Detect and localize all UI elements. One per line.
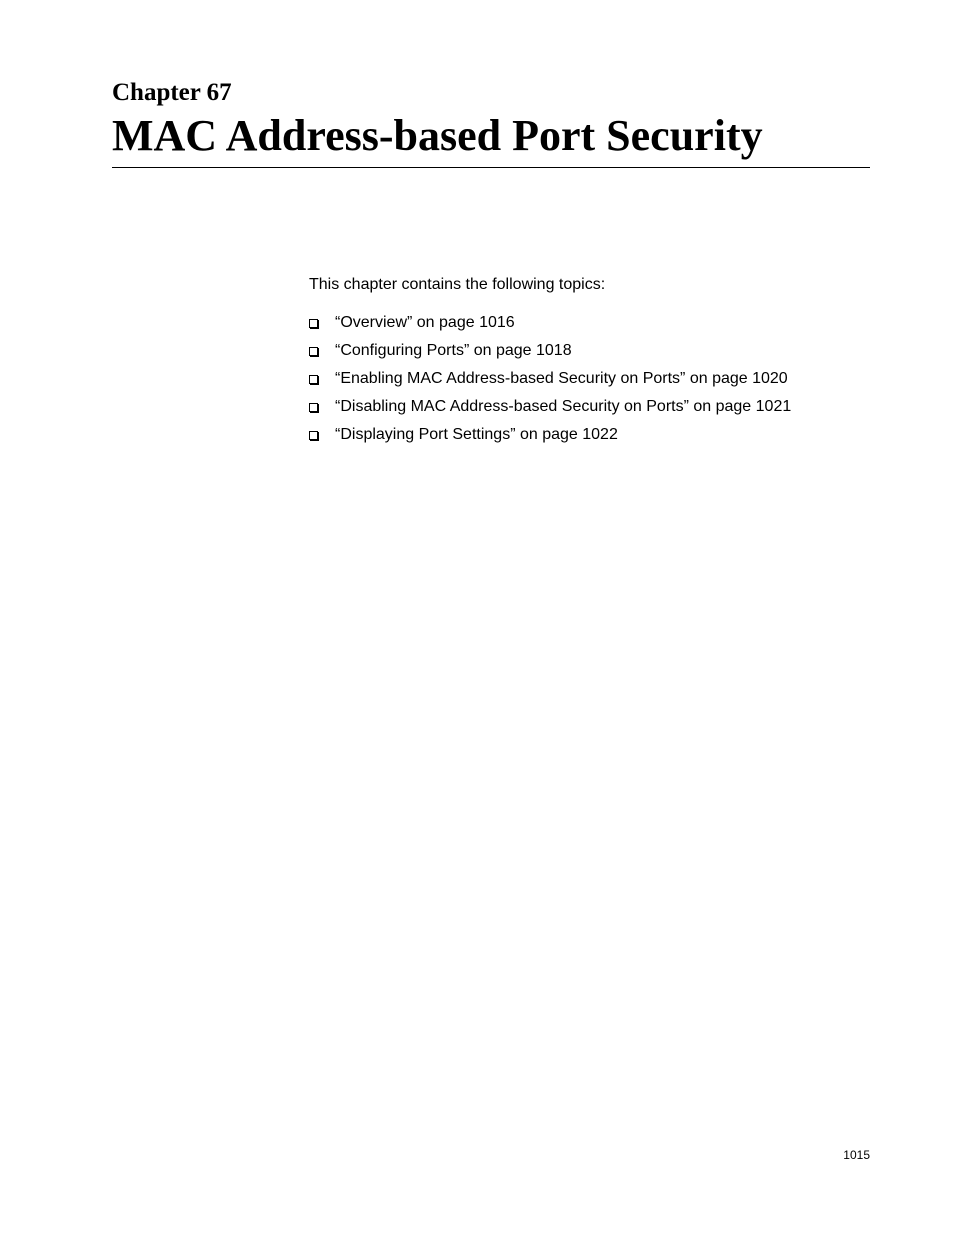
chapter-label: Chapter 67	[112, 79, 232, 106]
checkbox-bullet-icon	[309, 375, 318, 384]
topic-link-disabling-security[interactable]: “Disabling MAC Address-based Security on Ports” on page 1021	[335, 398, 792, 415]
topic-list-item	[309, 369, 791, 397]
checkbox-bullet-icon	[309, 319, 318, 328]
topic-list-item	[309, 397, 791, 425]
topic-link-overview[interactable]: “Overview” on page 1016	[335, 314, 515, 331]
topic-link-configuring-ports[interactable]: “Configuring Ports” on page 1018	[335, 342, 572, 359]
topic-link-displaying-settings[interactable]: “Displaying Port Settings” on page 1022	[335, 426, 618, 443]
topic-list	[309, 313, 791, 453]
page-number: 1015	[843, 1148, 870, 1162]
topic-list-item	[309, 425, 791, 453]
checkbox-bullet-icon	[309, 403, 318, 412]
chapter-title: MAC Address-based Port Security	[112, 111, 763, 160]
intro-text: This chapter contains the following topics:	[309, 276, 606, 293]
topic-list-item	[309, 313, 791, 341]
checkbox-bullet-icon	[309, 347, 318, 356]
title-divider	[112, 167, 870, 168]
topic-link-enabling-security[interactable]: “Enabling MAC Address-based Security on Ports” on page 1020	[335, 370, 788, 387]
checkbox-bullet-icon	[309, 431, 318, 440]
topic-list-item	[309, 341, 791, 369]
